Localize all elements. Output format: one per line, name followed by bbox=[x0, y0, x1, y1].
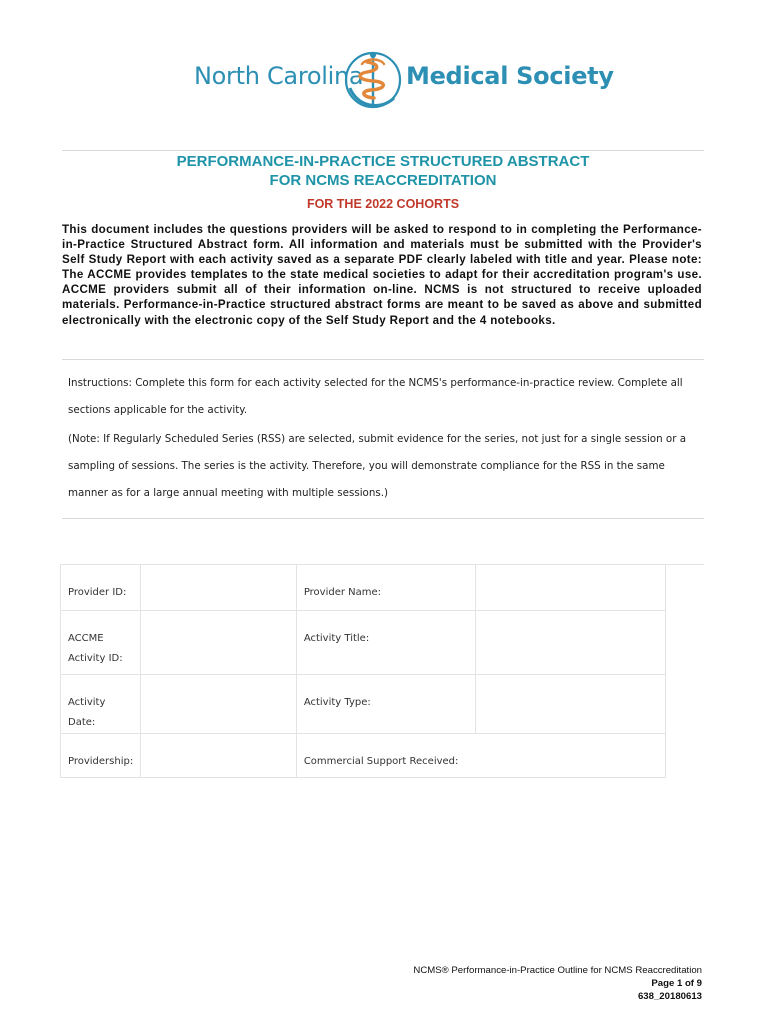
activity-date-field[interactable] bbox=[141, 675, 297, 734]
cohort-subtitle: FOR THE 2022 COHORTS bbox=[306, 197, 460, 211]
rss-note-paragraph: (Note: If Regularly Scheduled Series (RSS) are selected, submit evidence for the series, not just for a single session or a sampling of sessions. The series is the activity. Therefore, you will demonstrate compliance for the RSS in the same manner as for a large annual meeting with multiple sessions.) bbox=[68, 433, 687, 499]
accme-activity-id-field[interactable] bbox=[141, 611, 297, 675]
provider-name-label: Provider Name: bbox=[296, 565, 476, 611]
logo-text-north-carolina: North Carolina bbox=[194, 62, 364, 90]
accme-label-line2: Activity ID: bbox=[68, 653, 123, 664]
activity-title-field[interactable] bbox=[476, 611, 666, 675]
activity-title-label: Activity Title: bbox=[296, 611, 476, 675]
provider-name-field[interactable] bbox=[476, 565, 666, 611]
divider-instructions-bottom bbox=[62, 518, 704, 519]
accme-activity-id-label bbox=[61, 611, 141, 675]
activity-date-label: Activity Date: bbox=[61, 675, 141, 734]
footer-document-title: NCMS® Performance-in-Practice Outline for NCMS Reaccreditation bbox=[413, 965, 702, 976]
logo-text-medical-society: Medical Society bbox=[406, 62, 614, 90]
activity-type-field[interactable] bbox=[476, 675, 666, 734]
divider-top bbox=[62, 150, 704, 151]
footer-page-number: Page 1 of 9 bbox=[651, 978, 702, 989]
activity-info-table bbox=[60, 564, 666, 778]
divider-instructions-top bbox=[62, 359, 704, 360]
commercial-support-label: Commercial Support Received: bbox=[296, 734, 665, 778]
activity-type-label: Activity Type: bbox=[296, 675, 476, 734]
document-title-line2: FOR NCMS REACCREDITATION bbox=[269, 172, 497, 189]
ncms-logo bbox=[194, 48, 614, 110]
providership-label: Providership: bbox=[61, 734, 141, 778]
caduceus-emblem-icon bbox=[344, 48, 402, 110]
provider-id-label: Provider ID: bbox=[61, 565, 141, 611]
page-footer bbox=[413, 964, 702, 1003]
table-top-extension bbox=[666, 564, 704, 565]
provider-id-field[interactable] bbox=[141, 565, 297, 611]
providership-field[interactable] bbox=[141, 734, 297, 778]
table-row bbox=[61, 734, 666, 778]
document-title-line1: PERFORMANCE-IN-PRACTICE STRUCTURED ABSTRACT bbox=[176, 153, 590, 170]
footer-document-code: 638_20180613 bbox=[637, 991, 702, 1002]
table-row bbox=[61, 565, 666, 611]
intro-paragraph: This document includes the questions providers will be asked to respond to in completing the Performance-in-Practice Structured Abstract form. All information and materials must be submitted with the Provider's Self Study Report with each activity saved as a separate PDF clearly labeled with title and year. Please note: The ACCME provides templates to the state medical societies to adapt for their accreditation program's use. ACCME providers submit all of their information on-line. NCMS is not structured to receive uploaded materials. Performance-in-Practice structured abstract forms are meant to be saved as above and submitted electronically with the electronic copy of the Self Study Report and the 4 notebooks. bbox=[62, 223, 702, 327]
table-row bbox=[61, 675, 666, 734]
table-row bbox=[61, 611, 666, 675]
instructions-paragraph: Instructions: Complete this form for each activity selected for the NCMS's performance-in-practice review. Complete all sections applicable for the activity. bbox=[68, 377, 683, 416]
accme-label-line1: ACCME bbox=[68, 633, 104, 644]
